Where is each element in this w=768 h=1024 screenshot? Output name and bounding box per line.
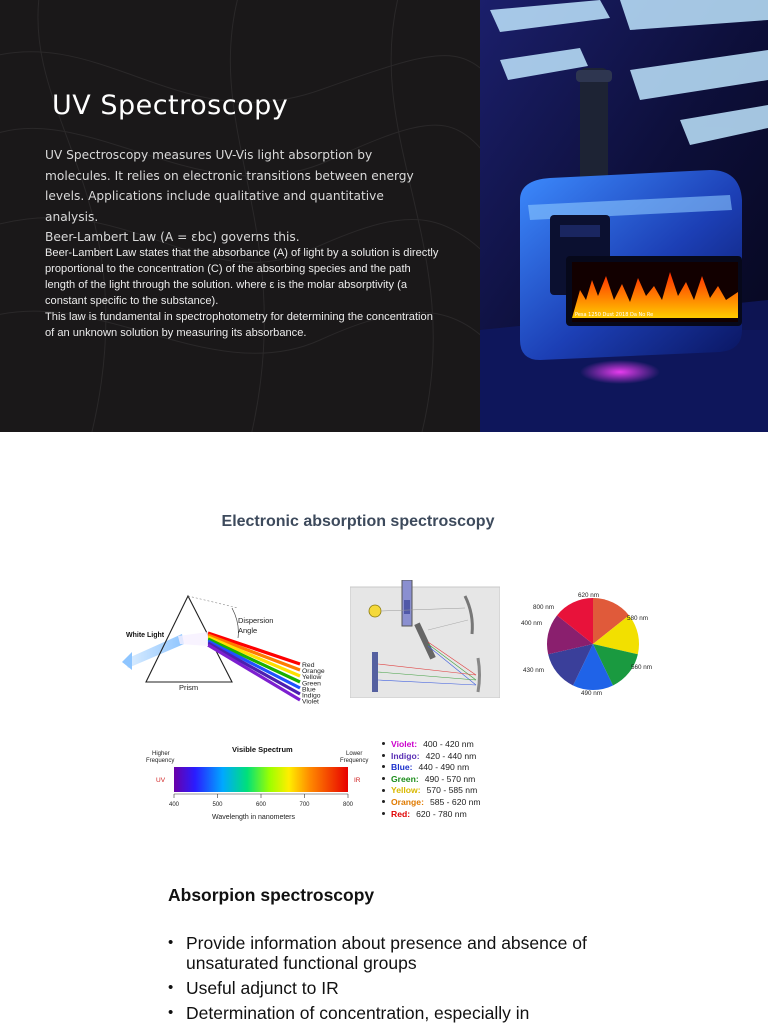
prism-color-label-violet: Violet: [302, 698, 319, 706]
prism-label: Prism: [179, 683, 199, 692]
spectrum-bar: [174, 767, 348, 792]
wavelength-range: 585 - 620 nm: [429, 796, 481, 807]
prism-color-label-orange: Orange: [302, 668, 325, 676]
spectrum-title: Visible Spectrum: [232, 745, 293, 754]
law-line: Beer-Lambert Law (A = εbc) governs this.: [45, 230, 300, 245]
intro-text: [45, 145, 440, 248]
wavelength-range: 400 - 420 nm: [423, 739, 474, 749]
wavelength-axis-label: Wavelength in nanometers: [212, 814, 296, 821]
list-bullet-marker: [382, 777, 385, 780]
intro-paragraph: UV Spectroscopy measures UV-Vis light absorption by molecules. It relies on electronic transitions between energy levels. Applications include qualitative and quantitative analysis.: [45, 148, 414, 224]
prism-color-label-yellow: Yellow: [302, 674, 322, 682]
law-detail: [45, 245, 440, 341]
prism-color-label-green: Green: [302, 680, 321, 688]
prism-color-label-red: Red: [302, 662, 315, 669]
visible-spectrum-chart: [140, 738, 380, 823]
list-bullet-marker: [382, 789, 385, 792]
list-bullet-marker: [382, 754, 385, 757]
color-wheel-label: 400 nm: [521, 620, 543, 627]
law-usage: This law is fundamental in spectrophotometry for determining the concentration of an unknown solution by measuring its absorbance.: [45, 311, 433, 339]
color-name: Violet:: [391, 739, 418, 749]
spectrum-tick-label: 600: [256, 802, 267, 808]
color-wheel: [515, 588, 665, 700]
wavelength-range-item: [380, 785, 530, 797]
prism-color-label-blue: Blue: [302, 686, 316, 694]
dispersion-label: Dispersion: [238, 616, 274, 625]
bullet-item: [168, 1003, 648, 1023]
slide-title: UV Spectroscopy: [52, 90, 289, 121]
spectrum-tick-label: 800: [343, 802, 354, 808]
color-wheel-label: 580 nm: [627, 615, 649, 622]
prism-diagram: [120, 578, 360, 708]
lower-frequency-label: Frequency: [340, 758, 369, 764]
section-title: Electronic absorption spectroscopy: [221, 513, 495, 530]
color-name: Indigo:: [391, 750, 420, 761]
color-name: Orange:: [391, 796, 424, 807]
wavelength-range: 620 - 780 nm: [416, 808, 467, 819]
wavelength-range-item: [380, 751, 530, 763]
bullet-marker: •: [168, 934, 174, 951]
higher-frequency-label: Frequency: [146, 758, 175, 764]
hero-slide: [0, 0, 768, 432]
ir-label: IR: [354, 777, 361, 784]
wavelength-range: 570 - 585 nm: [426, 785, 478, 796]
list-bullet-marker: [382, 812, 385, 815]
bullet-item: [168, 978, 648, 998]
bullet-text: Provide information about presence and absence of unsaturated functional groups: [186, 933, 587, 973]
list-bullet-marker: [382, 742, 385, 745]
spectrum-tick-label: 400: [169, 802, 180, 808]
absorption-heading: Absorpion spectroscopy: [168, 885, 375, 905]
wavelength-range: 490 - 570 nm: [424, 773, 476, 784]
bullet-item: [168, 933, 648, 973]
wavelength-range-item: [380, 797, 530, 809]
spectrum-tick-label: 700: [299, 802, 310, 808]
color-wheel-label: 800 nm: [533, 604, 555, 611]
wavelength-range-item: [380, 739, 530, 751]
bullet-text: Useful adjunct to IR: [186, 978, 339, 998]
color-wheel-label: 620 nm: [578, 592, 600, 599]
law-definition: Beer-Lambert Law states that the absorbance (A) of light by a solution is directly proportional to the concentration (C) of the absorbing species and the path length of the light through the solution. where ε is the molar absorptivity (a constant specific to the substance).: [45, 247, 439, 307]
prism-color-label-indigo: Indigo: [302, 692, 321, 700]
lower-label: Lower: [346, 751, 363, 757]
bullet-text: Determination of concentration, especially in: [186, 1003, 530, 1023]
screen-readout: Pesa 1250 Dust 2018 Da No Re: [575, 312, 654, 318]
bullet-marker: •: [168, 1004, 174, 1021]
wavelength-range: 440 - 490 nm: [418, 762, 470, 773]
spectrometer-photo: [480, 0, 768, 432]
color-name: Green:: [391, 773, 419, 784]
hero-text-panel: [0, 0, 480, 432]
bullet-marker: •: [168, 979, 174, 996]
spectrophotometer-schematic: [350, 580, 500, 698]
wavelength-range-list: [380, 739, 530, 823]
angle-label: Angle: [238, 626, 258, 635]
uv-label: UV: [156, 777, 166, 784]
wavelength-range: 420 - 440 nm: [425, 750, 477, 761]
list-bullet-marker: [382, 800, 385, 803]
spectrum-tick-label: 500: [212, 802, 223, 808]
color-name: Red:: [391, 808, 411, 819]
wavelength-range-item: [380, 809, 530, 821]
wavelength-range-item: [380, 774, 530, 786]
list-bullet-marker: [382, 765, 385, 768]
color-name: Blue:: [391, 762, 413, 773]
color-wheel-label: 490 nm: [581, 690, 603, 697]
color-wheel-label: 560 nm: [631, 664, 653, 671]
absorption-bullet-list: [168, 933, 648, 1024]
color-name: Yellow:: [391, 785, 421, 796]
higher-label: Higher: [152, 751, 170, 757]
wavelength-range-item: [380, 762, 530, 774]
color-wheel-label: 430 nm: [523, 667, 545, 674]
white-light-label: White Light: [126, 632, 165, 639]
